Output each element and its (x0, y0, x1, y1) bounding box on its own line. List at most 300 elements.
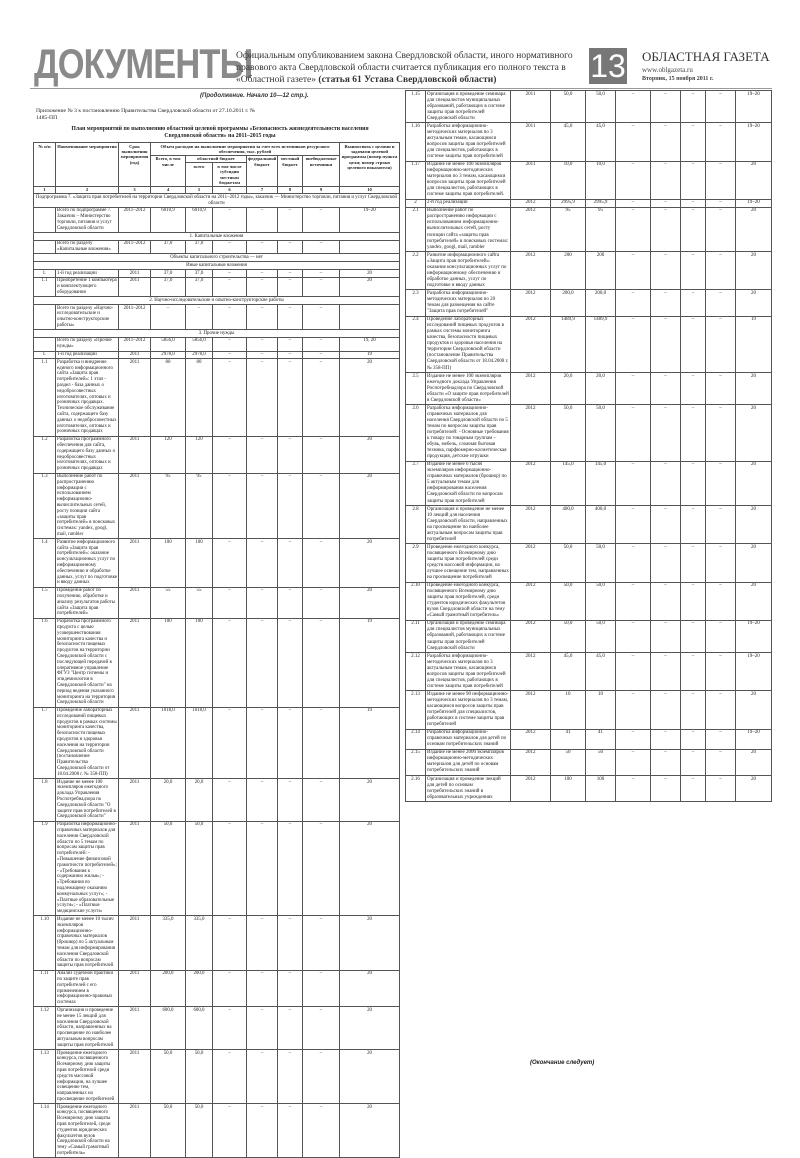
item-external: – (303, 436, 340, 473)
item-regional: 2995,9 (586, 199, 616, 207)
item-link: 20 (736, 207, 772, 251)
item-external: – (303, 277, 340, 296)
item-local: – (681, 373, 706, 405)
item-regional: 45,0 (586, 653, 616, 691)
item-link: 20 (340, 539, 400, 587)
item-name: Разработка и внедрение единого информационного сайта «Защита прав потребителей»: 1 этап - раздел - база данных о недобросовестных изготовителях, оптовых и розничных продавцах. Техническое обслуживание сайта, содержащего базу данных о недобросовестных изготовителях, оптовых и розничных продавцах (57, 359, 117, 435)
item-federal: – (247, 1007, 278, 1050)
table-row (406, 316, 772, 372)
item-term: 2011 (119, 351, 151, 359)
item-link: 20 (340, 270, 400, 278)
item-number (34, 305, 56, 330)
section-title: 1. Капитальные вложения (34, 233, 400, 241)
item-total: 10,0 (551, 161, 586, 199)
table-row (406, 544, 772, 582)
item-federal: – (247, 970, 278, 1007)
item-term: 2012 (511, 691, 551, 729)
item-local: – (278, 359, 303, 436)
item-name: Организация и проведение не менее 10 лекций для населения Свердловской области, направленных на просвещение по наиболее актуальным вопросам защиты прав потребителей (426, 506, 511, 544)
item-local: – (681, 729, 706, 749)
item-federal: – (247, 270, 278, 278)
item-term: 2011 (119, 270, 151, 278)
item-subsidies: – (616, 620, 651, 652)
item-total: – (151, 305, 186, 330)
item-term: 2012 (511, 749, 551, 775)
item-term: 2012 (511, 252, 551, 290)
item-federal: – (651, 776, 681, 802)
item-number: 1.11 (34, 970, 56, 1007)
item-subsidies: – (213, 587, 247, 618)
item-link: 20 (340, 916, 400, 970)
item-subsidies: – (213, 473, 247, 539)
item-federal: – (247, 1050, 278, 1104)
item-link: 19–20 (736, 199, 772, 207)
item-federal: – (247, 618, 278, 707)
item-external: – (706, 749, 736, 775)
item-link: 20 (736, 776, 772, 802)
item-subsidies: – (213, 779, 247, 822)
item-number: 2.7 (406, 461, 426, 505)
item-subsidies: – (616, 405, 651, 461)
item-local: – (278, 270, 303, 278)
item-term: 2011 (119, 1104, 151, 1158)
column-index-row (34, 186, 400, 193)
section-title: Подпрограмма 7. «Защита прав потребителей на территории Свердловской области на 2011–2012 годы», заказчик — Министерство торговли, питания и услуг Свердловской области (34, 194, 400, 208)
item-subsidies: – (616, 653, 651, 691)
item-federal: – (651, 729, 681, 749)
item-link: 19 (340, 618, 400, 707)
item-local: – (681, 123, 706, 161)
item-federal: – (651, 461, 681, 505)
table-row (34, 1050, 400, 1104)
col-num: № п/п (34, 143, 56, 187)
item-local: – (681, 405, 706, 461)
item-subsidies: – (616, 749, 651, 775)
item-term: 2012 (511, 290, 551, 316)
item-link (340, 240, 400, 254)
item-subsidies: – (616, 729, 651, 749)
item-federal: – (651, 620, 681, 652)
item-number: 1.2 (34, 436, 56, 473)
col-total: Всего, в том числе (151, 155, 186, 186)
item-regional: 95 (586, 207, 616, 251)
item-external: – (303, 618, 340, 707)
item-subsidies: – (213, 240, 247, 254)
item-federal: – (247, 1104, 278, 1158)
item-external: – (303, 970, 340, 1007)
item-external: – (303, 779, 340, 822)
item-term: 2011 (119, 539, 151, 587)
section-row (34, 330, 400, 338)
table-row (34, 587, 400, 618)
item-number: 1.14 (34, 1104, 56, 1158)
item-subsidies: – (213, 270, 247, 278)
item-local: – (278, 305, 303, 330)
item-regional: 37,0 (186, 270, 213, 278)
item-name: Анализ судебной практики по защите прав потребителей с его применением в информационно-правовых системах (56, 970, 119, 1007)
item-link: 19–20 (736, 620, 772, 652)
column-index: 2 (56, 186, 119, 193)
item-link: 20 (736, 405, 772, 461)
item-federal: – (651, 290, 681, 316)
item-number: 1.15 (406, 91, 426, 123)
item-subsidies: – (213, 916, 247, 970)
item-external: – (706, 123, 736, 161)
item-federal: – (247, 821, 278, 916)
item-total: 80 (151, 359, 186, 436)
item-local: – (681, 776, 706, 802)
item-regional: 50,0 (186, 821, 213, 916)
item-subsidies: – (616, 461, 651, 505)
item-link: 20 (340, 970, 400, 1007)
item-number: 1.13 (34, 1050, 56, 1104)
appendix-reference: Приложение № 3 к постановлению Правительства Свердловской области от 27.10.2011 г. № 1485-ПП (36, 108, 256, 121)
item-total: 50,0 (151, 1104, 186, 1158)
item-name: Издание не менее 100 экземпляров ежегодного доклада Управления Роспотребнадзора по Свердловской области "О защите прав потребителей в Свердловской области" (56, 779, 119, 822)
item-regional: – (186, 305, 213, 330)
item-federal: – (651, 544, 681, 582)
item-external: – (303, 240, 340, 254)
table-row (34, 618, 400, 707)
item-federal: – (247, 916, 278, 970)
table-row (34, 473, 400, 539)
item-regional: 10 (586, 691, 616, 729)
section-row (34, 194, 400, 208)
item-regional: 400,0 (586, 506, 616, 544)
item-regional: 20,0 (186, 779, 213, 822)
item-regional: 2978,0 (186, 351, 213, 359)
site-link[interactable]: www.oblgazeta.ru (642, 66, 693, 74)
item-name: Разработка информационно-справочных материалов для детей по основам потребительских знаний (426, 729, 511, 749)
item-local: – (681, 691, 706, 729)
column-index: 3 (119, 186, 151, 193)
table-row (406, 252, 772, 290)
item-external: – (303, 473, 340, 539)
item-federal: – (651, 405, 681, 461)
table-row (406, 373, 772, 405)
column-index: 7 (247, 186, 278, 193)
item-name: Проведение ежегодного конкурса, посвященного Всемирному дню защиты прав потребителей, среди студентов юридических факультетов вузов Свердловской области на тему «Самый грамотный потребитель» (426, 582, 511, 620)
item-total: 95 (551, 207, 586, 251)
item-link: 20 (736, 161, 772, 199)
item-link: 20 (340, 277, 400, 296)
item-external: – (706, 405, 736, 461)
item-name: Издание не менее 100 экземпляров ежегодного доклада Управления Роспотребнадзора по Свердловской области «О защите прав потребителей в Свердловской области» (426, 373, 511, 405)
item-federal: – (247, 587, 278, 618)
item-subsidies: – (213, 359, 247, 436)
item-term: 2011 (119, 821, 151, 916)
col-name: Наименование мероприятия (56, 143, 119, 187)
item-regional: 5856,0 (186, 337, 213, 351)
item-name: 2-й год реализации (426, 199, 511, 207)
item-total: 100 (151, 539, 186, 587)
item-total: 1489,9 (551, 316, 586, 372)
newspaper-logo: ОБЛАСТНАЯ ГАЗЕТА (642, 49, 770, 64)
item-name: Разработка информационно-методических материалов по 3 актуальным темам, касающимся вопросов защиты прав потребителей для специалистов, работающих в системе защиты прав потребителей (426, 653, 511, 691)
item-external: – (706, 544, 736, 582)
item-total: 2995,9 (551, 199, 586, 207)
item-external: – (303, 359, 340, 436)
item-local: – (681, 252, 706, 290)
table-row (406, 91, 772, 123)
item-local: – (681, 91, 706, 123)
item-local: – (278, 618, 303, 707)
item-number: 2.15 (406, 749, 426, 775)
column-index: 4 (151, 186, 186, 193)
item-external: – (706, 252, 736, 290)
item-local: – (681, 620, 706, 652)
section-title: 2. Научно-исследовательские и опытно-конструкторские работы (34, 297, 400, 305)
item-name: Организация и проведение семинара для специалистов муниципальных образований, работающих в системе защиты прав потребителей Свердловской области (426, 91, 511, 123)
item-total: 100 (151, 618, 186, 707)
item-link: 19–20 (736, 91, 772, 123)
item-local: – (278, 436, 303, 473)
item-total: 50,0 (551, 582, 586, 620)
column-index: 9 (303, 186, 340, 193)
item-federal: – (651, 316, 681, 372)
item-external: – (706, 620, 736, 652)
item-term: 2012 (511, 653, 551, 691)
item-regional: 41 (586, 729, 616, 749)
item-federal: – (247, 277, 278, 296)
table-row (406, 123, 772, 161)
table-row (34, 270, 400, 278)
item-link: 20 (340, 473, 400, 539)
section-title: 3. Прочие нужды (34, 330, 400, 338)
item-name: Разработка информационно-методических материалов по 20 темам для размещения на сайте "Защита прав потребителей" (426, 290, 511, 316)
section-row (34, 233, 400, 241)
item-subsidies: – (213, 337, 247, 351)
table-row (406, 582, 772, 620)
item-total: 37,0 (151, 240, 186, 254)
item-regional: 145,0 (586, 461, 616, 505)
item-regional: 20,0 (586, 373, 616, 405)
item-total: 20,0 (151, 779, 186, 822)
item-term: 2012 (511, 207, 551, 251)
page-number: 13 (590, 48, 626, 84)
table-row (406, 506, 772, 544)
item-external: – (303, 1104, 340, 1158)
table-row (34, 779, 400, 822)
item-subsidies: – (616, 207, 651, 251)
section-title: ДОКУМЕНТЫ (34, 40, 253, 87)
item-name: Разработка программного продукта с целью усовершенствования мониторинга качества и безопасности пищевых продуктов на территории Свердловской области с последующей передачей в оперативное управление ФГУЗ "Центр гигиены и эпидемиологии в Свердловской области" на период ведения указанного мониторинга на территории Свердловской области (56, 618, 119, 707)
item-local: – (278, 1104, 303, 1158)
item-federal: – (247, 473, 278, 539)
item-subsidies: – (213, 277, 247, 296)
table-row (406, 290, 772, 316)
item-federal: – (651, 161, 681, 199)
item-total: 37,0 (151, 270, 186, 278)
item-local: – (681, 461, 706, 505)
table-row (34, 436, 400, 473)
item-external: – (706, 316, 736, 372)
item-link: 20 (340, 821, 400, 916)
item-number: 2.5 (406, 373, 426, 405)
item-external: – (706, 373, 736, 405)
column-index: 6 (213, 186, 247, 193)
item-external: – (303, 587, 340, 618)
item-name: Проведение лабораторных исследований пищевых продуктов в рамках системы мониторинга качества, безопасности пищевых продуктов и здоровья населения на территории Свердловской области (постановление Правительства Свердловской области от 18.04.2008 г. № 358-ПП) (57, 708, 117, 777)
item-local: – (278, 240, 303, 254)
item-subsidies: – (213, 539, 247, 587)
item-federal: – (247, 359, 278, 436)
item-subsidies: – (213, 1007, 247, 1050)
item-external: – (303, 707, 340, 779)
item-term: 2011 (119, 473, 151, 539)
item-total: 600,0 (151, 1007, 186, 1050)
section-title: Объекты капитального строительства — нет (34, 254, 400, 262)
item-local: – (278, 970, 303, 1007)
item-regional: 50,0 (586, 582, 616, 620)
item-external: – (706, 506, 736, 544)
item-local: – (681, 316, 706, 372)
plan-table-left (33, 142, 400, 1158)
item-number: 2.10 (406, 582, 426, 620)
item-external: – (303, 916, 340, 970)
item-link: 19 (340, 351, 400, 359)
item-term: 2011 (119, 359, 151, 436)
item-federal: – (247, 351, 278, 359)
item-number: 2.1 (406, 207, 426, 251)
item-name: Издание не менее 6 тысяч экземпляров информационно-справочных материалов (брошюр) по 5 актуальным темам для информирования населения Свердловской области по вопросам защиты прав потребителей (426, 461, 511, 505)
item-federal: – (247, 539, 278, 587)
item-number: 2.9 (406, 544, 426, 582)
section-row (34, 254, 400, 262)
item-name: Разработка программного обеспечения для сайта, содержащего базу данных о недобросовестных изготовителях, оптовых и розничных продавцах (56, 436, 119, 473)
item-total: 5856,0 (151, 337, 186, 351)
item-federal: – (651, 207, 681, 251)
item-regional: 50,0 (586, 405, 616, 461)
item-local: – (681, 544, 706, 582)
item-number: 1.5 (34, 587, 56, 618)
item-number: 2.12 (406, 653, 426, 691)
item-total: 10 (551, 691, 586, 729)
item-subsidies: – (616, 91, 651, 123)
item-federal: – (651, 691, 681, 729)
item-subsidies: – (213, 970, 247, 1007)
item-regional: 50,0 (586, 91, 616, 123)
item-name: Организация и проведение семинара для специалистов муниципальных образований, работающих в системе защиты прав потребителей Свердловской области (426, 620, 511, 652)
item-link: 20 (340, 779, 400, 822)
item-link: 20 (340, 1050, 400, 1104)
item-federal: – (651, 123, 681, 161)
table-row (406, 405, 772, 461)
item-term: 2011 (511, 91, 551, 123)
table-row (34, 240, 400, 254)
item-subsidies: – (616, 544, 651, 582)
table-row (406, 749, 772, 775)
table-row (406, 207, 772, 251)
item-subsidies: – (213, 207, 247, 232)
item-federal: – (247, 305, 278, 330)
item-name: Всего по разделу «Прочие нужды» (56, 337, 119, 351)
item-local: – (681, 653, 706, 691)
item-federal: – (651, 91, 681, 123)
item-total: 120 (151, 436, 186, 473)
item-name: Разработка информационно-справочных материалов для населения Свердловской области по 5 темам по вопросам защиты прав потребителей: - Основные требования к товару по товарным группам – обувь, мебель, сложная бытовая техника, парфюмерно-косметическая продукция, детские игрушки (426, 405, 511, 461)
item-name: Проведение ежегодного конкурса, посвященного Всемирному дню защиты прав потребителей среди средств массовой информации, на лучшее освещение тем, направленных на просвещение потребителей (56, 1050, 119, 1104)
item-number: 1.9 (34, 821, 56, 916)
item-link: 20 (736, 691, 772, 729)
item-name: Развитие информационного сайта «Защита прав потребителей»: оказание консультационных услуг по информационному обеспечению и обработке данных, услуг по подготовке и вводу данных (426, 252, 511, 290)
item-number: 1.7 (34, 707, 56, 779)
table-row (34, 1007, 400, 1050)
item-name: Приобретение 1 компьютера и комплектующего оборудования (57, 278, 117, 295)
item-name: Развитие информационного сайта «Защита прав потребителей»: оказание консультационных услуг по информационному обеспечению и обработке данных, услуг по подготовке и вводу данных (57, 539, 118, 586)
note-bold: (статья 61 Устава Свердловской области) (318, 75, 497, 85)
item-link: 20 (340, 587, 400, 618)
item-local: – (681, 506, 706, 544)
item-term: 2012 (511, 729, 551, 749)
item-number: 1.8 (34, 779, 56, 822)
section-row (34, 297, 400, 305)
item-term: 2012 (511, 373, 551, 405)
item-term: 2011–2012 (119, 337, 151, 351)
table-row (406, 461, 772, 505)
item-number: 2.8 (406, 506, 426, 544)
item-total: 200,0 (551, 290, 586, 316)
item-number: 1.17 (406, 161, 426, 199)
item-regional: 37,0 (186, 240, 213, 254)
to-be-continued: (Окончание следует) (530, 1060, 595, 1066)
item-number: 1. (34, 270, 56, 278)
item-federal: – (651, 582, 681, 620)
item-link: 20 (736, 506, 772, 544)
item-term: 2011–2012 (119, 305, 151, 330)
item-subsidies: – (616, 506, 651, 544)
col-external: внебюджетные источники (303, 155, 340, 186)
item-regional: 100 (586, 776, 616, 802)
col-local: местный бюджет (278, 155, 303, 186)
table-row (406, 161, 772, 199)
item-external: – (303, 1050, 340, 1104)
item-regional: 335,0 (186, 916, 213, 970)
item-local: – (278, 1050, 303, 1104)
item-name: Всего по разделу «Капитальные вложения» (56, 240, 119, 254)
item-federal: – (651, 749, 681, 775)
item-regional: 120 (186, 436, 213, 473)
item-regional: 200 (586, 252, 616, 290)
table-row (406, 620, 772, 652)
col-regional: областной бюджет (186, 155, 247, 162)
item-number (34, 207, 56, 232)
item-number: 1.16 (406, 123, 426, 161)
item-local: – (681, 749, 706, 775)
item-total: 45,0 (551, 653, 586, 691)
item-total: 50,0 (551, 91, 586, 123)
table-row (406, 653, 772, 691)
item-regional: 55 (186, 587, 213, 618)
item-number: 1.3 (34, 473, 56, 539)
item-link: 20 (340, 436, 400, 473)
item-number: 2.6 (406, 405, 426, 461)
item-link: 20 (340, 359, 400, 436)
item-external: – (706, 91, 736, 123)
column-index: 10 (340, 186, 400, 193)
item-name: Разработка информационно-методических материалов по 3 актуальным темам, касающимся вопросов защиты прав потребителей для специалистов, работающих в системе защиты прав потребителей (426, 123, 511, 161)
item-regional: 600,0 (186, 1007, 213, 1050)
item-term: 2011 (119, 618, 151, 707)
item-local: – (278, 473, 303, 539)
item-term: 2012 (511, 506, 551, 544)
item-total: 50,0 (551, 620, 586, 652)
item-federal: – (247, 207, 278, 232)
note-text: Официальным опубликованием закона Свердловской области, иного нормативного правового акта Свердловской области считается публикация его полного текста в «Областной газете» (236, 51, 573, 85)
item-external: – (706, 461, 736, 505)
item-number (34, 240, 56, 254)
item-external: – (706, 582, 736, 620)
